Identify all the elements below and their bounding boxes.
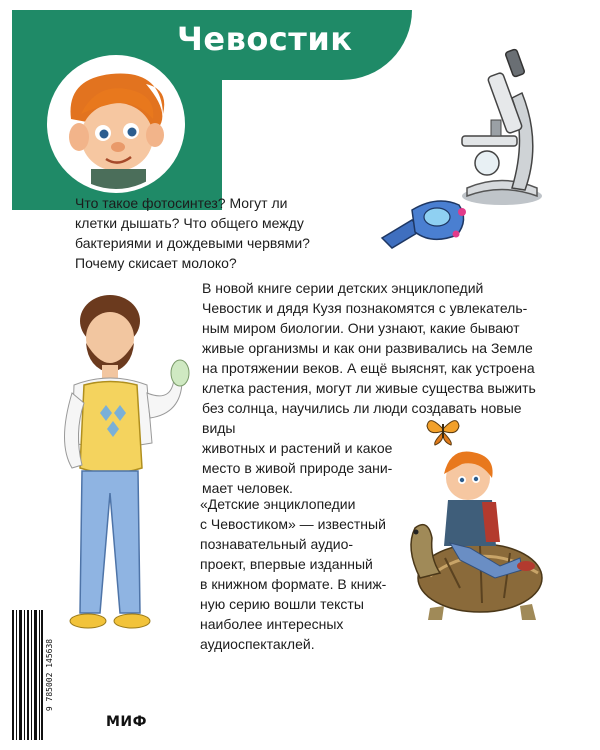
side-line: в книжном формате. В книж-: [200, 576, 387, 592]
chevostik-portrait: [47, 55, 185, 193]
microscope-illustration: [457, 48, 547, 208]
side-line: проект, впервые изданный: [200, 556, 373, 572]
intro-line: Почему скисает молоко?: [75, 255, 237, 271]
main-line: животных и растений и какое: [202, 440, 393, 456]
main-line: мает человек.: [202, 480, 293, 496]
project-description: [200, 494, 415, 654]
main-line: Чевостик и дядя Кузя познакомятся с увлекатель-: [202, 300, 528, 316]
uncle-kuzya-illustration: [52, 293, 202, 638]
main-line: ным миром биологии. Они узнают, какие бывают: [202, 320, 520, 336]
intro-line: Что такое фотосинтез? Могут ли: [75, 195, 288, 211]
publisher-logo: МИФ: [106, 714, 148, 730]
main-line: клетка растения, могут ли живые существа выжить: [202, 380, 536, 396]
intro-questions: [75, 193, 325, 273]
main-line: место в живой природе зани-: [202, 460, 393, 476]
main-line: живые организмы и как они развивались на Земле: [202, 340, 533, 356]
main-line: на протяжении веков. А ещё выяснят, как устроена: [202, 360, 535, 376]
side-line: аудиоспектаклей.: [200, 636, 315, 652]
main-line: В новой книге серии детских энциклопедий: [202, 280, 484, 296]
gadget-illustration: [377, 190, 472, 250]
back-cover: [12, 10, 589, 740]
intro-line: клетки дышать? Что общего между: [75, 215, 304, 231]
isbn-barcode: [12, 610, 56, 740]
side-line: познавательный аудио-: [200, 536, 354, 552]
side-line: ную серию вошли тексты: [200, 596, 364, 612]
chevostik-turtle-illustration: [400, 438, 560, 623]
main-line: без солнца, научились ли люди создавать новые виды: [202, 400, 522, 436]
side-line: наиболее интересных: [200, 616, 344, 632]
intro-line: бактериями и дождевыми червями?: [75, 235, 310, 251]
side-line: с Чевостиком» — известный: [200, 516, 386, 532]
page-title: Чевостик: [177, 20, 353, 58]
side-line: «Детские энциклопедии: [200, 496, 356, 512]
isbn-number: 9 785002 145638: [45, 638, 54, 712]
